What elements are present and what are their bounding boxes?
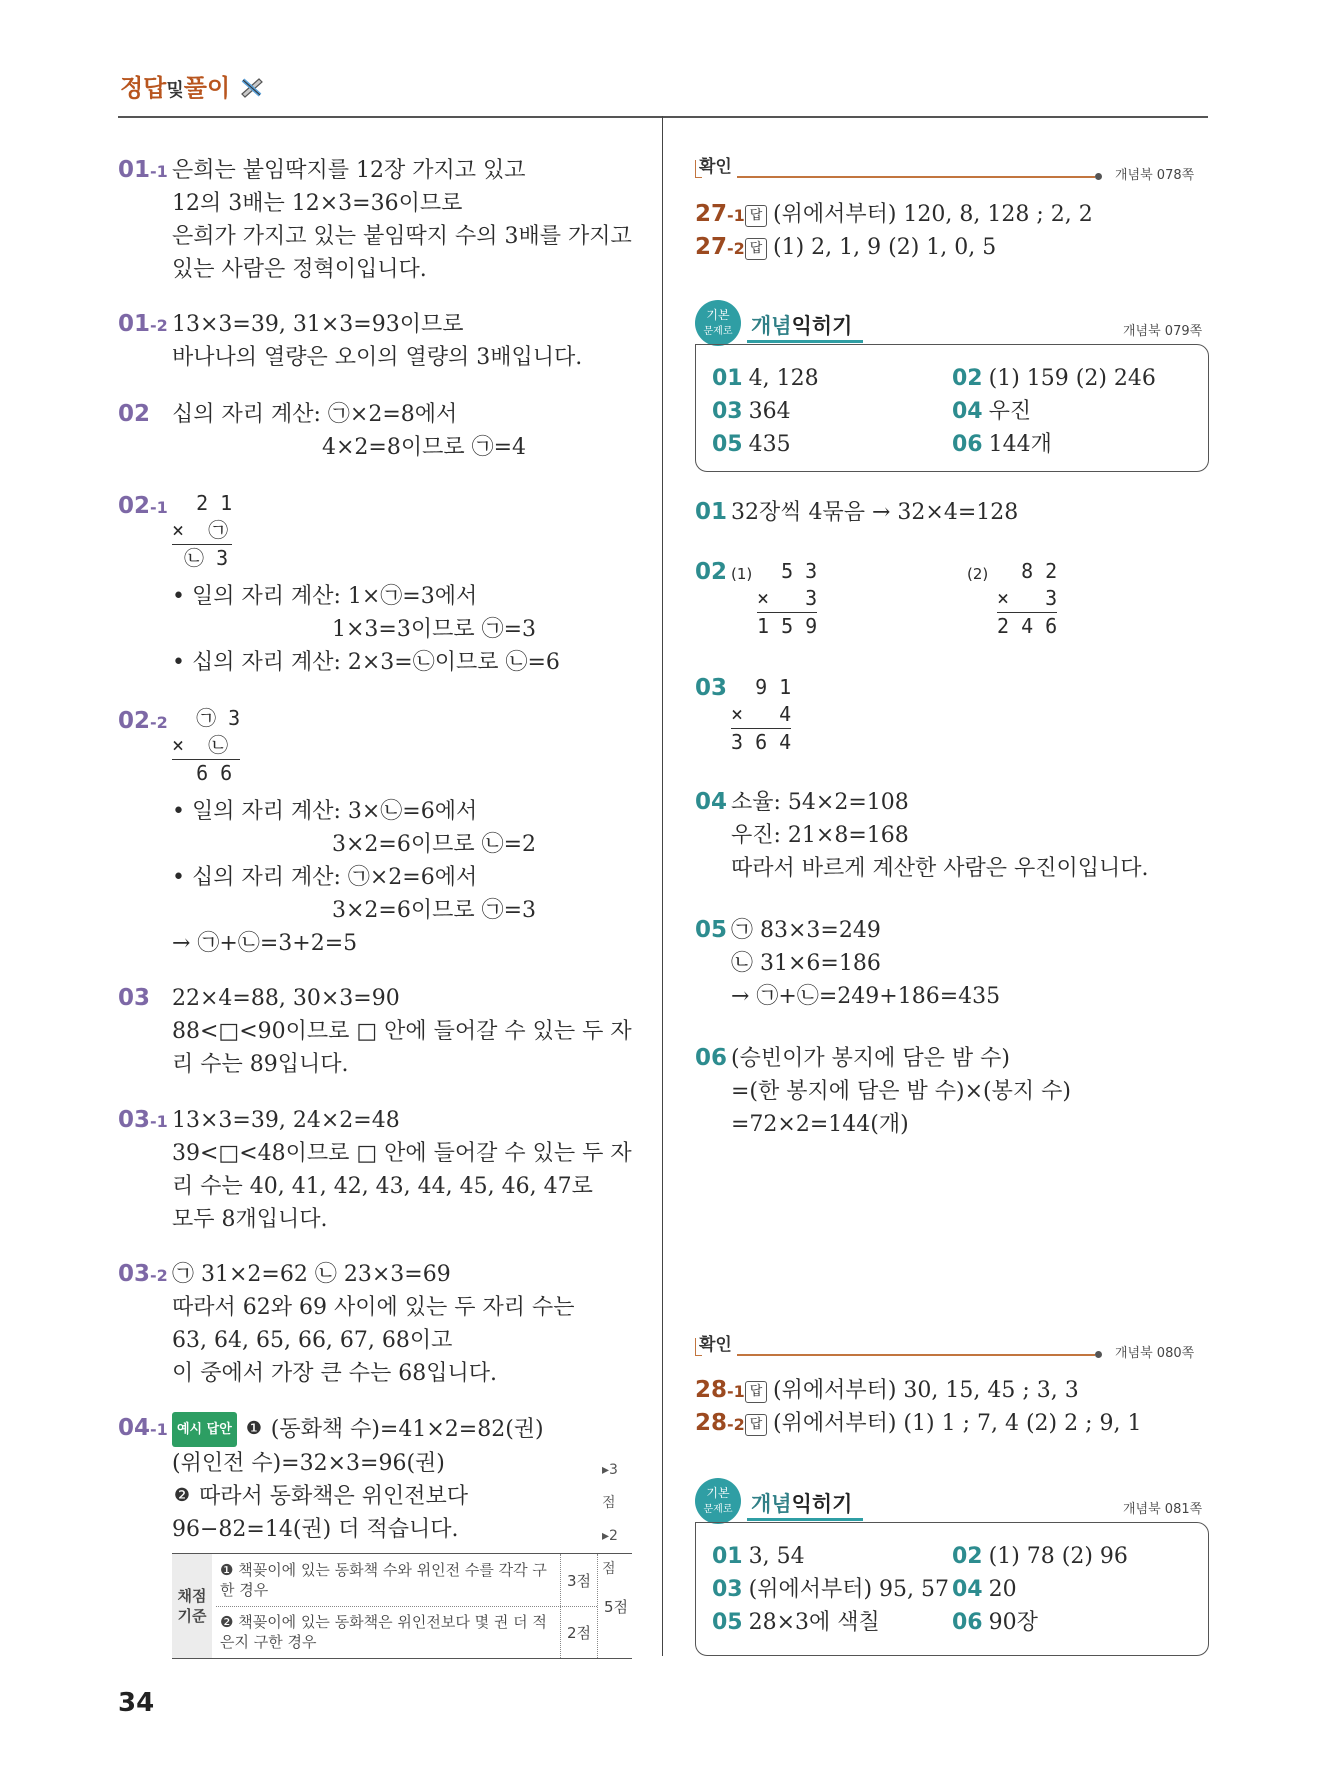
text-line: 모두 8개입니다. <box>172 1207 328 1232</box>
scoring-label: 채점 기준 <box>172 1554 212 1658</box>
text-line: 있는 사람은 정혁이입니다. <box>172 257 427 282</box>
criteria-row-1: ❶ 책꽂이에 있는 동화책 수와 위인전 수를 각각 구한 경우 <box>220 1561 547 1599</box>
concept-header-081 <box>695 1478 1205 1524</box>
entry-number: 03 <box>118 985 151 1011</box>
column-divider <box>662 116 663 1656</box>
header-title <box>120 68 265 103</box>
entry-number: 04 <box>695 789 728 815</box>
concept-book-reference: 개념북 078쪽 <box>1115 168 1195 183</box>
entry-number: 02-1 <box>118 493 168 519</box>
header-title-b: 및 <box>166 80 184 101</box>
text-line: 따라서 바르게 계산한 사람은 우진이입니다. <box>731 856 1149 881</box>
text-line: • 십의 자리 계산: ㉠×2=6에서 <box>172 865 478 890</box>
vertical-multiplication: 8 2 × 3 2 4 6 <box>997 559 1058 638</box>
text-line: 따라서 62와 69 사이에 있는 두 자리 수는 <box>172 1295 575 1320</box>
answer-cell: 03 (위에서부터) 95, 57 <box>712 1577 950 1602</box>
entry-number: 06 <box>695 1045 728 1071</box>
text-line: 따라서 동화책은 위인전보다 <box>199 1484 469 1509</box>
vertical-multiplication: ㉠ 3 × ㉡ 6 6 <box>172 706 241 785</box>
text-line: 3×2=6이므로 ㉡=2 <box>332 832 537 857</box>
text-line: 22×4=88, 30×3=90 <box>172 986 400 1011</box>
text-line: ㉠ 31×2=62 ㉡ 23×3=69 <box>172 1262 451 1287</box>
entry-number: 27-1 <box>695 201 745 227</box>
text-line: 바나나의 열량은 오이의 열량의 3배입니다. <box>172 345 583 370</box>
text-line: → ㉠+㉡=249+186=435 <box>731 984 1001 1009</box>
basic-problem-badge: 기본 문제로 <box>695 300 741 346</box>
entry-03-right <box>695 672 995 762</box>
answer-cell: 02 (1) 159 (2) 246 <box>952 366 1156 391</box>
text-line: 1×3=3이므로 ㉠=3 <box>332 617 537 642</box>
answer-cell: 04 우진 <box>952 399 1032 424</box>
basic-problem-badge: 기본 문제로 <box>695 1478 741 1524</box>
entry-number: 28-2 <box>695 1410 745 1436</box>
step-1-marker: ❶ <box>245 1418 262 1439</box>
text-line: =(한 봉지에 담은 밤 수)×(봉지 수) <box>731 1079 1071 1104</box>
text-line: 리 수는 40, 41, 42, 43, 44, 45, 46, 47로 <box>172 1174 593 1199</box>
answer-cell: 01 3, 54 <box>712 1544 805 1569</box>
criteria-total: 5점 <box>604 1598 629 1616</box>
step-2-marker: ❷ <box>173 1485 191 1506</box>
text-line: 소율: 54×2=108 <box>731 790 909 815</box>
text-line: 우진: 21×8=168 <box>731 823 909 848</box>
text-line: ㉡ 31×6=186 <box>731 951 881 976</box>
text-line: 4×2=8이므로 ㉠=4 <box>322 435 527 460</box>
part-label: (1) <box>731 565 753 583</box>
header-title-a: 정답 <box>120 74 167 102</box>
entry-number: 03-2 <box>118 1261 168 1287</box>
text-line: 32장씩 4묶음 → 32×4=128 <box>731 500 1019 525</box>
part-label: (2) <box>967 565 989 583</box>
text-line: 3×2=6이므로 ㉠=3 <box>332 898 537 923</box>
text-line: 13×3=39, 31×3=93이므로 <box>172 312 464 337</box>
text-line: (위에서부터) 30, 15, 45 ; 3, 3 <box>773 1378 1079 1403</box>
header-title-c: 풀이 <box>183 74 231 102</box>
text-line: 13×3=39, 24×2=48 <box>172 1108 400 1133</box>
answer-cell: 03 364 <box>712 399 791 424</box>
text-line: (동화책 수)=41×2=82(권) <box>270 1417 544 1442</box>
answer-icon: 답 <box>745 238 767 260</box>
answer-cell: 04 20 <box>952 1577 1017 1602</box>
text-line: 은희는 붙임딱지를 12장 가지고 있고 <box>172 158 526 183</box>
answer-icon: 답 <box>745 1381 767 1403</box>
text-line: 88<□<90이므로 □ 안에 들어갈 수 있는 두 자 <box>172 1019 632 1044</box>
answer-cell: 01 4, 128 <box>712 366 819 391</box>
entry-number: 27-2 <box>695 234 745 260</box>
text-line: • 일의 자리 계산: 1×㉠=3에서 <box>172 584 478 609</box>
entry-02-right <box>695 556 1195 646</box>
text-line: 63, 64, 65, 66, 67, 68이고 <box>172 1328 453 1353</box>
answer-icon: 답 <box>745 1414 767 1436</box>
page-number: 34 <box>118 1688 155 1718</box>
entry-number: 02-2 <box>118 708 168 734</box>
answer-cell: 06 144개 <box>952 432 1052 457</box>
points-2: ▸2점 <box>602 1528 618 1577</box>
points-3: ▸3점 <box>602 1462 618 1511</box>
text-line: 은희가 가지고 있는 붙임딱지 수의 3배를 가지고 <box>172 224 632 249</box>
text-line: ㉠ 83×3=249 <box>731 918 881 943</box>
concept-title: 개념익히기 <box>751 1492 853 1516</box>
entry-number: 03 <box>695 675 728 701</box>
example-answer-badge: 예시 답안 <box>172 1412 237 1447</box>
answer-cell: 02 (1) 78 (2) 96 <box>952 1544 1128 1569</box>
entry-number: 04-1 <box>118 1415 168 1441</box>
pencil-ruler-icon <box>239 76 265 98</box>
check-label: 확인 <box>699 1335 732 1355</box>
text-line: 39<□<48이므로 □ 안에 들어갈 수 있는 두 자 <box>172 1141 632 1166</box>
text-line: =72×2=144(개) <box>731 1112 909 1137</box>
entry-number: 28-1 <box>695 1377 745 1403</box>
vertical-multiplication: 5 3 × 3 1 5 9 <box>757 559 818 638</box>
criteria-points-2: 2점 <box>567 1624 592 1642</box>
entry-number: 02 <box>118 401 151 427</box>
entry-number: 03-1 <box>118 1107 168 1133</box>
criteria-points-1: 3점 <box>567 1572 592 1590</box>
text-line: 96−82=14(권) 더 적습니다. <box>172 1517 459 1542</box>
entry-number: 01-2 <box>118 311 168 337</box>
entry-number: 01 <box>695 499 728 525</box>
text-line: (승빈이가 봉지에 담은 밤 수) <box>731 1046 1010 1071</box>
concept-title: 개념익히기 <box>751 314 853 338</box>
text-line: 12의 3배는 12×3=36이므로 <box>172 191 463 216</box>
answer-icon: 답 <box>745 205 767 227</box>
entry-number: 01-1 <box>118 157 168 183</box>
scoring-criteria-table <box>172 1553 632 1659</box>
check-header-080 <box>695 1330 1195 1360</box>
concept-answer-box-081 <box>695 1522 1209 1656</box>
concept-book-reference: 개념북 081쪽 <box>1123 1502 1203 1517</box>
text-line: • 일의 자리 계산: 3×㉡=6에서 <box>172 799 478 824</box>
concept-answer-box-079 <box>695 344 1209 472</box>
text-line: (위에서부터) 120, 8, 128 ; 2, 2 <box>773 202 1093 227</box>
text-line: (1) 2, 1, 9 (2) 1, 0, 5 <box>773 235 997 260</box>
entry-number: 05 <box>695 917 728 943</box>
criteria-row-2: ❷ 책꽂이에 있는 동화책은 위인전보다 몇 권 더 적은지 구한 경우 <box>220 1613 547 1651</box>
check-label: 확인 <box>699 157 732 177</box>
entry-number: 02 <box>695 559 728 585</box>
text-line: 리 수는 89입니다. <box>172 1052 349 1077</box>
text-line: • 십의 자리 계산: 2×3=㉡이므로 ㉡=6 <box>172 650 560 675</box>
concept-book-reference: 개념북 079쪽 <box>1123 324 1203 339</box>
text-line: (위에서부터) (1) 1 ; 7, 4 (2) 2 ; 9, 1 <box>773 1411 1142 1436</box>
concept-book-reference: 개념북 080쪽 <box>1115 1346 1195 1361</box>
header-rule <box>118 116 1208 118</box>
concept-header-079 <box>695 300 1205 346</box>
vertical-multiplication: 9 1 × 4 3 6 4 <box>731 675 792 754</box>
answer-cell: 06 90장 <box>952 1610 1038 1635</box>
answer-cell: 05 28×3에 색칠 <box>712 1610 880 1635</box>
vertical-multiplication: 2 1 × ㉠ ㉡ 3 <box>172 491 233 570</box>
answer-cell: 05 435 <box>712 432 791 457</box>
text-line: 이 중에서 가장 큰 수는 68입니다. <box>172 1361 497 1386</box>
text-line: → ㉠+㉡=3+2=5 <box>172 931 358 956</box>
check-header-078 <box>695 152 1195 182</box>
text-line: 십의 자리 계산: ㉠×2=8에서 <box>172 402 458 427</box>
text-line: (위인전 수)=32×3=96(권) <box>172 1451 445 1476</box>
